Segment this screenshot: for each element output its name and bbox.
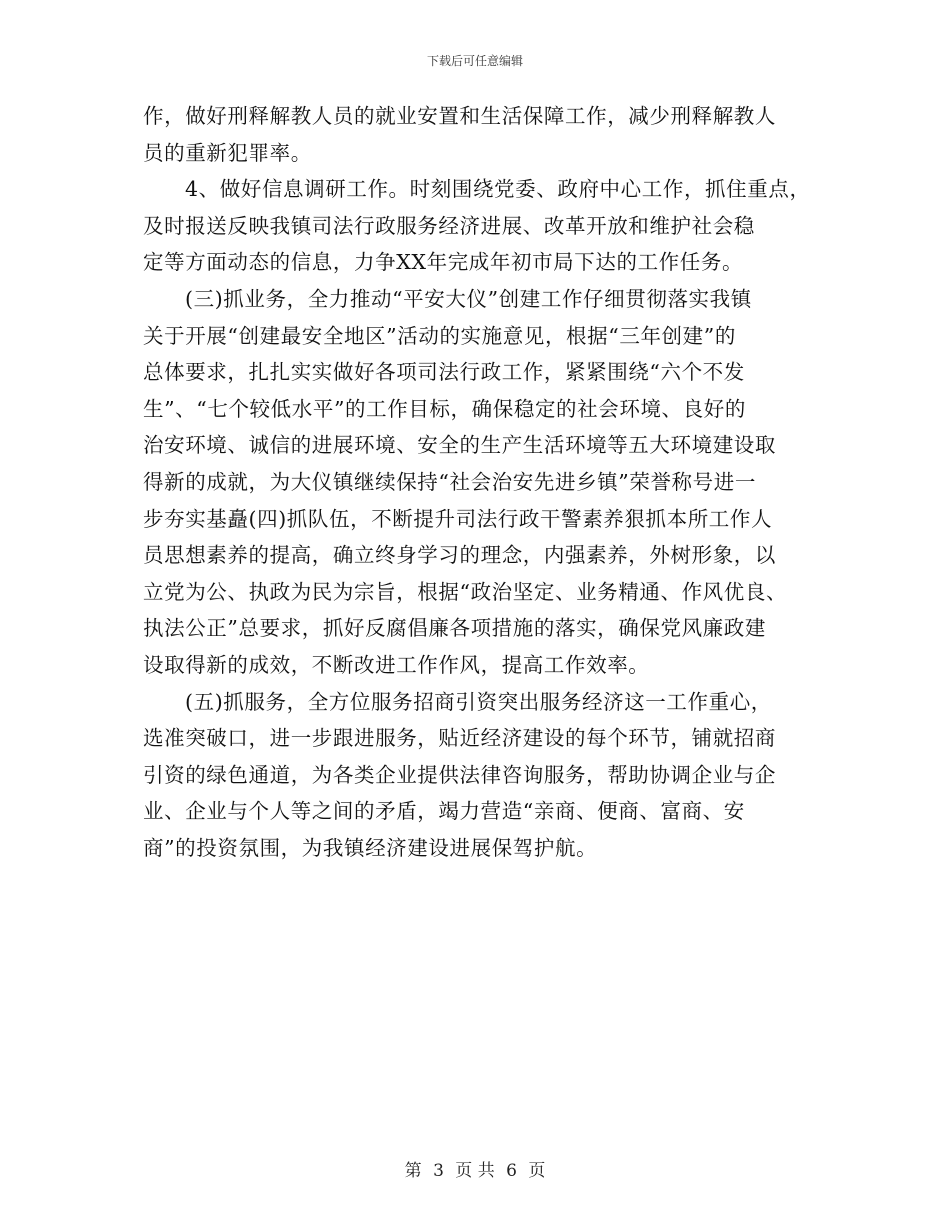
text-line: 治安环境、诚信的进展环境、安全的生产生活环境等五大环境建设取 [143, 433, 776, 458]
text-line: 引资的绿色通道，为各类企业提供法律咨询服务，帮助协调企业与企 [143, 762, 776, 787]
text-line: 总体要求，扎扎实实做好各项司法行政工作，紧紧围绕“六个不发 [143, 360, 745, 385]
text-line: 定等方面动态的信息，力争XX年完成年初市局下达的工作任务。 [143, 250, 744, 275]
text-line: 得新的成就，为大仪镇继续保持“社会治安先进乡镇”荣誉称号进一 [143, 469, 756, 494]
page-number [0, 1156, 950, 1181]
text-line: 生”、“七个较低水平”的工作目标，确保稳定的社会环境、良好的 [143, 396, 746, 421]
text-line: 步夯实基矗(四)抓队伍，不断提升司法行政干警素养狠抓本所工作人 [143, 506, 773, 531]
text-line: 商”的投资氛围，为我镇经济建设进展保驾护航。 [143, 835, 598, 860]
text-line: 选准突破口，进一步跟进服务，贴近经济建设的每个环节，铺就招商 [143, 726, 776, 751]
text-line: 作，做好刑释解教人员的就业安置和生活保障工作，减少刑释解教人 [143, 104, 776, 128]
text-line: 员思想素养的提高，确立终身学习的理念，内强素养，外树形象，以 [143, 543, 776, 568]
page-number-total: 6 [506, 1161, 517, 1181]
text-line: 及时报送反映我镇司法行政服务经济进展、改革开放和维护社会稳 [143, 213, 755, 238]
page-number-middle: 页 共 [455, 1161, 495, 1181]
text-line: 员的重新犯罪率。 [143, 140, 312, 165]
text-line: 立党为公、执政为民为宗旨，根据“政治坚定、业务精通、作风优良、 [143, 579, 788, 604]
text-line: 执法公正”总要求，抓好反腐倡廉各项措施的落实，确保党风廉政建 [143, 616, 766, 641]
page-number-suffix: 页 [528, 1161, 546, 1181]
page-number-prefix: 第 [404, 1161, 422, 1181]
text-line: 业、企业与个人等之间的矛盾，竭力营造“亲商、便商、富商、安 [143, 799, 745, 824]
text-line: 关于开展“创建最安全地区”活动的实施意见，根据“三年创建”的 [143, 323, 736, 348]
page-header-note: 下载后可任意编辑 [426, 54, 523, 68]
document-body [143, 98, 823, 866]
text-line: (五)抓服务，全方位服务招商引资突出服务经济这一工作重心， [185, 689, 772, 714]
page-number-current: 3 [433, 1161, 444, 1181]
text-line: 4、做好信息调研工作。时刻围绕党委、政府中心工作，抓住重点， [185, 177, 811, 202]
text-line: (三)抓业务，全力推动“平安大仪”创建工作仔细贯彻落实我镇 [185, 286, 752, 311]
text-line: 设取得新的成效，不断改进工作作风，提高工作效率。 [143, 652, 650, 677]
